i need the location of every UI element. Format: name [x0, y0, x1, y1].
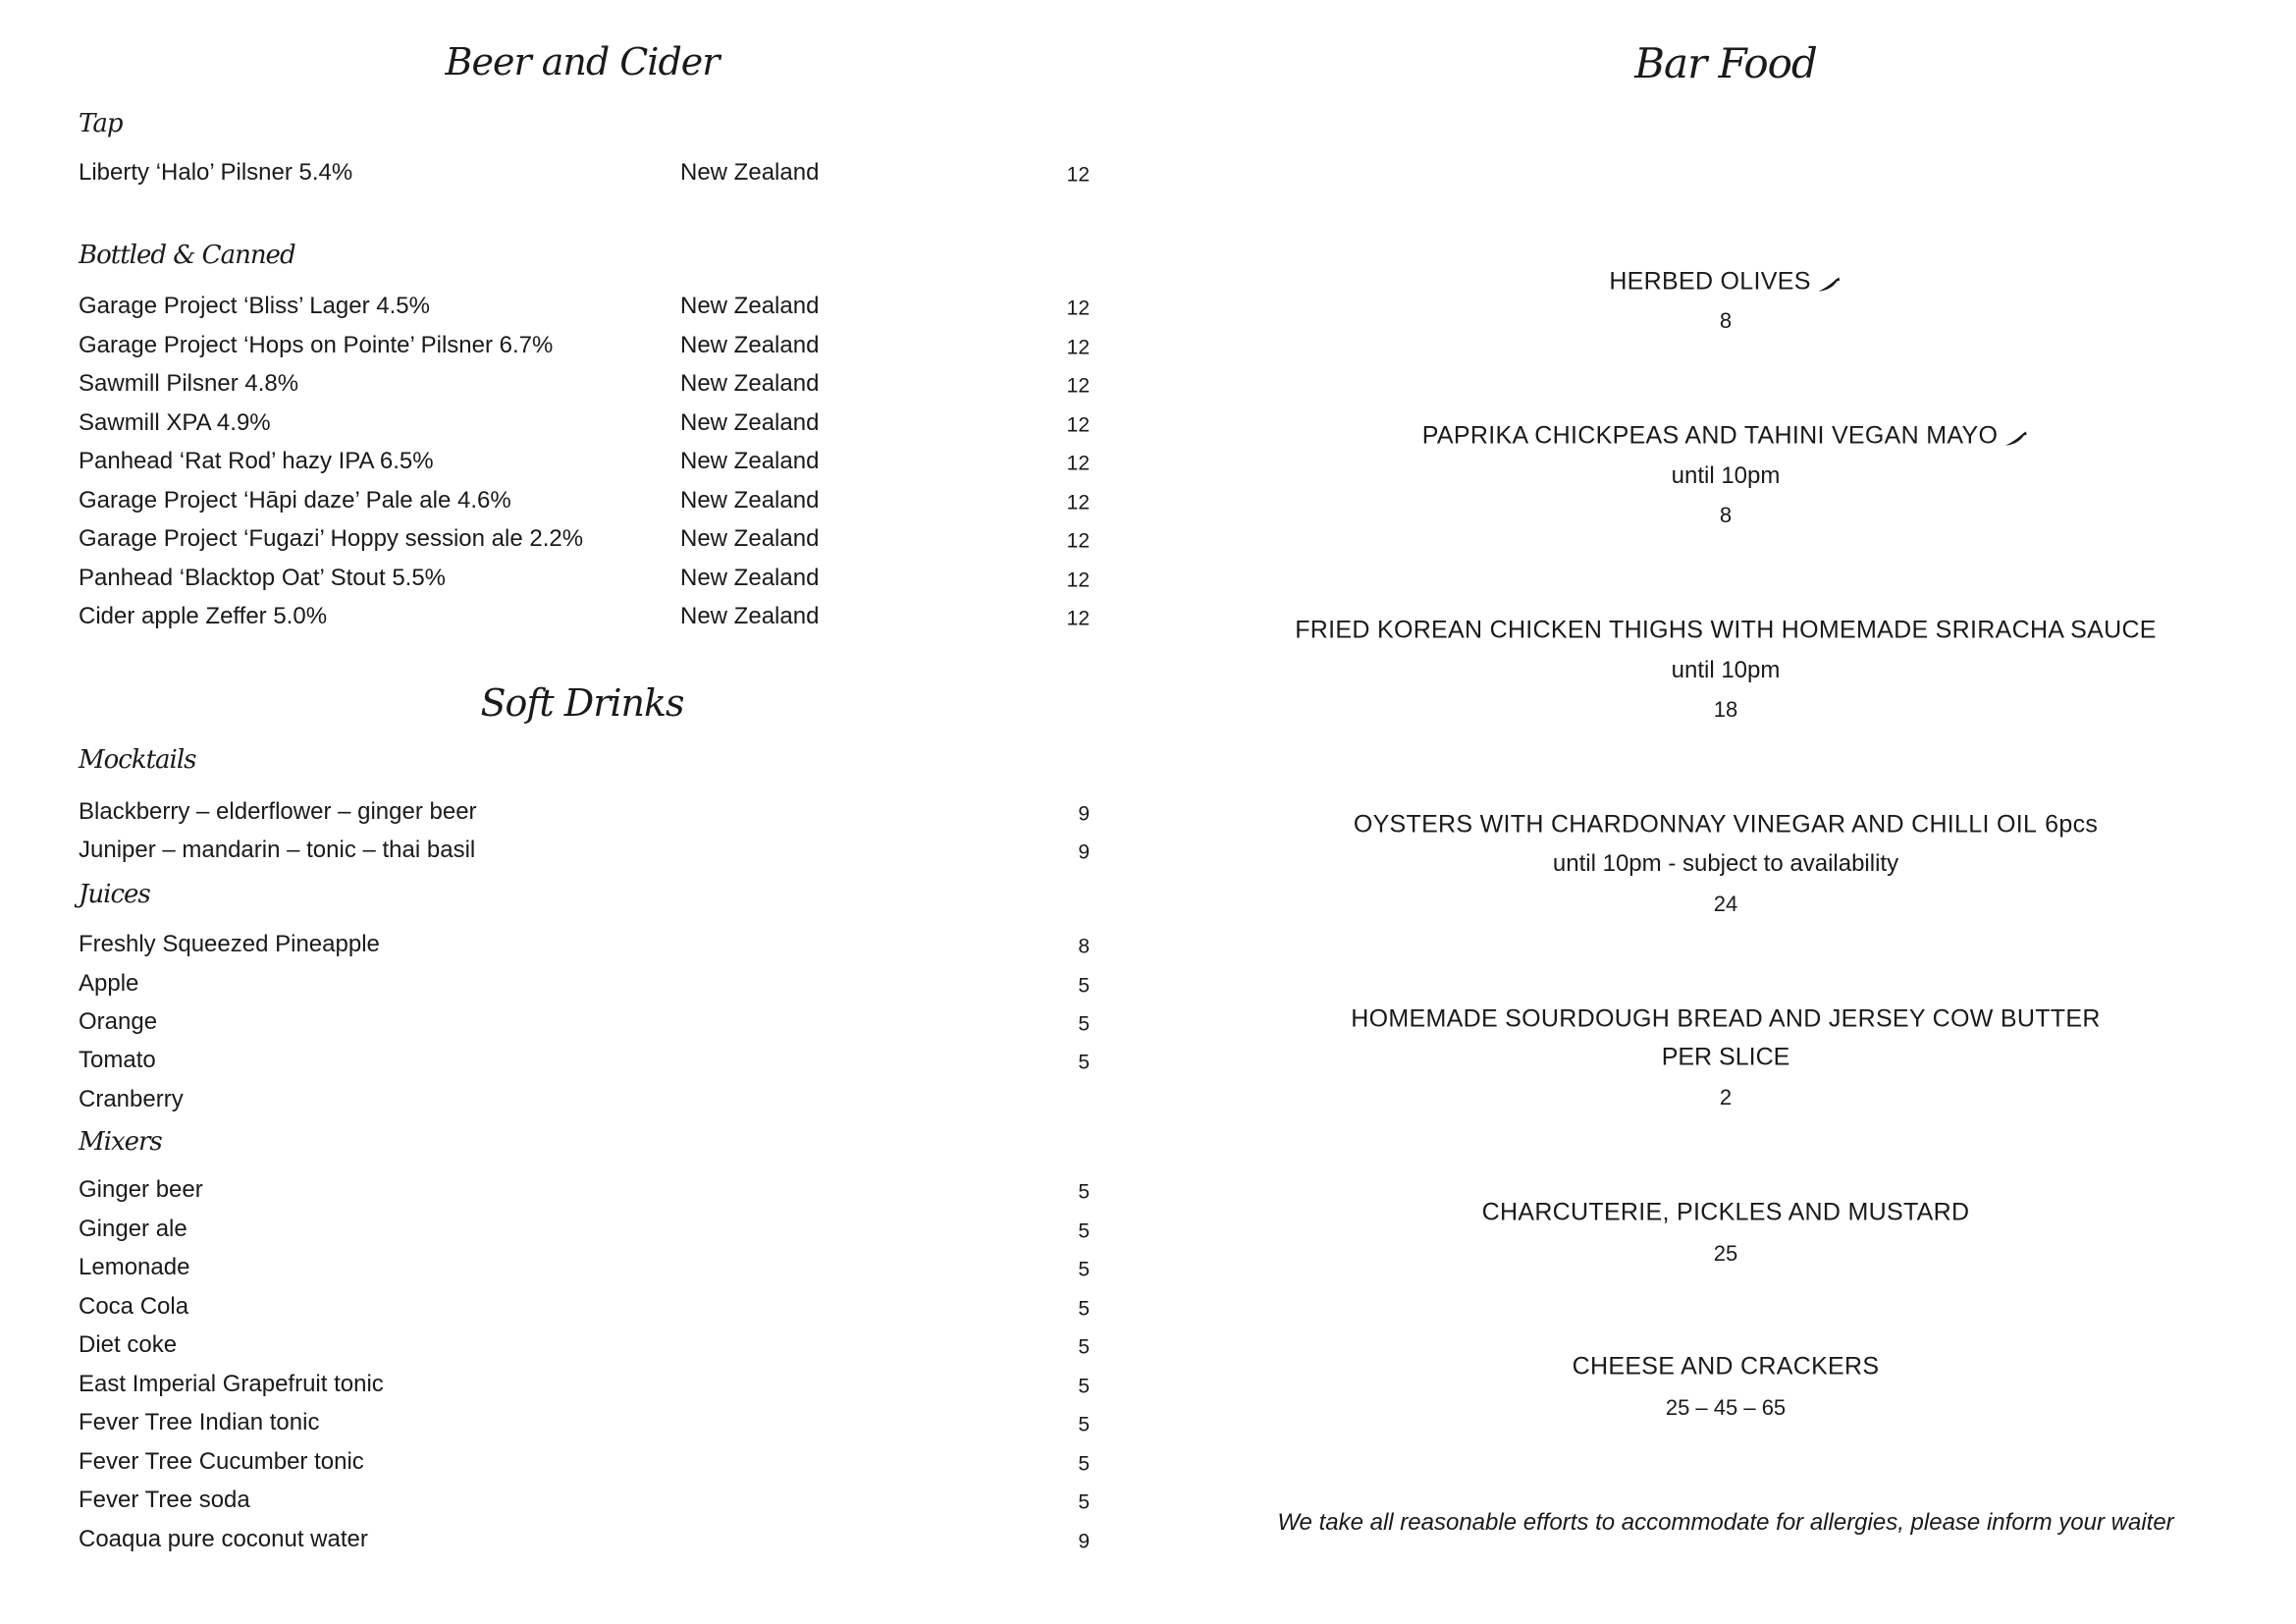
food-item-price: 2	[1719, 1085, 1733, 1110]
menu-item-country: New Zealand	[680, 448, 820, 474]
food-item-price: 25 – 45 – 65	[1665, 1395, 1787, 1420]
menu-item-name: Panhead ‘Rat Rod’ hazy IPA 6.5%	[79, 448, 434, 474]
menu-item-name: Fever Tree Cucumber tonic	[79, 1447, 364, 1475]
menu-item-name: Sawmill XPA 4.9%	[79, 408, 271, 436]
menu-item-country: New Zealand	[680, 408, 820, 436]
menu-item-price: 12	[1066, 413, 1090, 436]
juices-heading: Juices	[79, 880, 150, 909]
menu-item-country: New Zealand	[680, 293, 820, 319]
menu-item-name: Fever Tree soda	[79, 1487, 250, 1513]
menu-item-name: Garage Project ‘Bliss’ Lager 4.5%	[79, 293, 430, 319]
menu-item-price: 9	[1078, 840, 1090, 864]
soft-drinks-title: Soft Drinks	[480, 681, 684, 725]
menu-item-price: 8	[1078, 935, 1090, 958]
menu-item-price: 5	[1078, 1452, 1090, 1475]
tap-heading: Tap	[79, 109, 123, 138]
menu-item-price: 5	[1078, 1375, 1090, 1397]
menu-item-price: 12	[1066, 568, 1090, 591]
menu-item-name: Juniper – mandarin – tonic – thai basil	[79, 837, 476, 863]
menu-item-name: Garage Project ‘Fugazi’ Hoppy session ale 2.2%	[79, 525, 584, 552]
menu-item-country: New Zealand	[680, 331, 820, 358]
food-item-price: 8	[1719, 308, 1733, 333]
food-item-price: 24	[1713, 892, 1738, 916]
bottled-heading: Bottled & Canned	[79, 241, 295, 270]
menu-item-name: Ginger ale	[79, 1215, 187, 1242]
menu-item-price: 12	[1066, 491, 1090, 514]
menu-item-country: New Zealand	[680, 159, 820, 186]
allergy-notice: We take all reasonable efforts to accommodate for allergies, please inform your waiter	[1277, 1509, 2174, 1536]
food-item-title: PAPRIKA CHICKPEAS AND TAHINI VEGAN MAYO	[1421, 421, 1999, 450]
food-item-title: HOMEMADE SOURDOUGH BREAD AND JERSEY COW BUTTER	[1351, 1004, 2101, 1033]
food-item-note: until 10pm	[1671, 462, 1781, 489]
menu-item-price: 12	[1066, 297, 1090, 320]
food-item-price: 25	[1713, 1241, 1738, 1266]
menu-item-price: 5	[1078, 1051, 1090, 1074]
menu-item-price: 5	[1078, 1258, 1090, 1281]
food-item-name	[1295, 616, 2157, 644]
food-item-note: PER SLICE	[1661, 1043, 1790, 1071]
menu-item-price: 5	[1078, 1012, 1090, 1036]
menu-item-name: Cranberry	[79, 1086, 184, 1112]
menu-item-name: Tomato	[79, 1047, 156, 1073]
menu-item-price: 12	[1066, 336, 1090, 358]
menu-item-name: Garage Project ‘Hops on Pointe’ Pilsner 6.7%	[79, 331, 554, 358]
menu-item-country: New Zealand	[680, 564, 820, 591]
menu-item-price: 5	[1078, 1297, 1090, 1320]
menu-item-name: Panhead ‘Blacktop Oat’ Stout 5.5%	[79, 564, 447, 591]
food-item-name	[1351, 1004, 2101, 1033]
menu-item-name: Apple	[79, 970, 139, 997]
menu-item-name: Coca Cola	[79, 1292, 189, 1320]
menu-item-name: Ginger beer	[79, 1176, 203, 1203]
food-item-title: HERBED OLIVES	[1609, 267, 1811, 296]
mocktails-heading: Mocktails	[79, 745, 196, 775]
menu-item-name: Lemonade	[79, 1254, 190, 1280]
menu-item-country: New Zealand	[680, 486, 820, 514]
menu-item-price: 5	[1078, 1335, 1090, 1359]
menu-item-price: 5	[1078, 1219, 1090, 1242]
food-item-price: 18	[1713, 697, 1738, 722]
food-item-note: until 10pm - subject to availability	[1552, 850, 1899, 877]
menu-item-price: 12	[1066, 374, 1090, 398]
menu-item-name: Orange	[79, 1008, 158, 1035]
menu-item-name: Garage Project ‘Hāpi daze’ Pale ale 4.6%	[79, 486, 511, 514]
menu-item-name: Sawmill Pilsner 4.8%	[79, 370, 299, 397]
menu-item-price: 12	[1066, 607, 1090, 630]
food-item-title: CHARCUTERIE, PICKLES AND MUSTARD	[1481, 1198, 1970, 1226]
menu-item-price: 12	[1066, 163, 1090, 187]
menu-item-name: Freshly Squeezed Pineapple	[79, 931, 380, 957]
menu-item-name: Fever Tree Indian tonic	[79, 1409, 320, 1435]
food-item-name	[1572, 1352, 1880, 1380]
menu-item-price: 5	[1078, 1490, 1090, 1514]
menu-item-name: Cider apple Zeffer 5.0%	[79, 603, 328, 629]
food-item-note: until 10pm	[1671, 657, 1781, 683]
menu-item-name: Liberty ‘Halo’ Pilsner 5.4%	[79, 159, 353, 186]
menu-item-name: East Imperial Grapefruit tonic	[79, 1370, 384, 1397]
menu-item-price: 9	[1078, 802, 1090, 826]
food-item-name	[1609, 267, 1842, 296]
menu-item-name: Coaqua pure coconut water	[79, 1525, 368, 1552]
food-item-name	[1421, 421, 2029, 450]
menu-item-price: 5	[1078, 974, 1090, 998]
food-item-name	[1353, 810, 2099, 839]
menu-item-country: New Zealand	[680, 525, 820, 552]
menu-item-price: 12	[1066, 452, 1090, 475]
menu-item-price: 5	[1078, 1180, 1090, 1204]
food-item-title: OYSTERS WITH CHARDONNAY VINEGAR AND CHILLI OIL	[1353, 810, 2038, 839]
food-item-title: CHEESE AND CRACKERS	[1572, 1352, 1880, 1380]
bar-food-title: Bar Food	[1634, 39, 1817, 87]
menu-item-price: 9	[1078, 1530, 1090, 1552]
mixers-heading: Mixers	[79, 1127, 162, 1157]
food-item-price: 8	[1719, 503, 1733, 527]
food-item-title: FRIED KOREAN CHICKEN THIGHS WITH HOMEMADE SRIRACHA SAUCE	[1295, 616, 2157, 644]
food-item-portion: 6pcs	[2045, 810, 2099, 839]
menu-item-price: 12	[1066, 529, 1090, 553]
chili-icon	[1817, 274, 1842, 292]
menu-item-name: Blackberry – elderflower – ginger beer	[79, 798, 477, 825]
menu-item-name: Diet coke	[79, 1331, 178, 1358]
menu-item-price: 5	[1078, 1413, 1090, 1436]
chili-icon	[2003, 428, 2029, 446]
menu-item-country: New Zealand	[680, 603, 820, 629]
menu-item-country: New Zealand	[680, 370, 820, 397]
beer-cider-title: Beer and Cider	[445, 40, 720, 83]
food-item-name	[1481, 1198, 1970, 1226]
